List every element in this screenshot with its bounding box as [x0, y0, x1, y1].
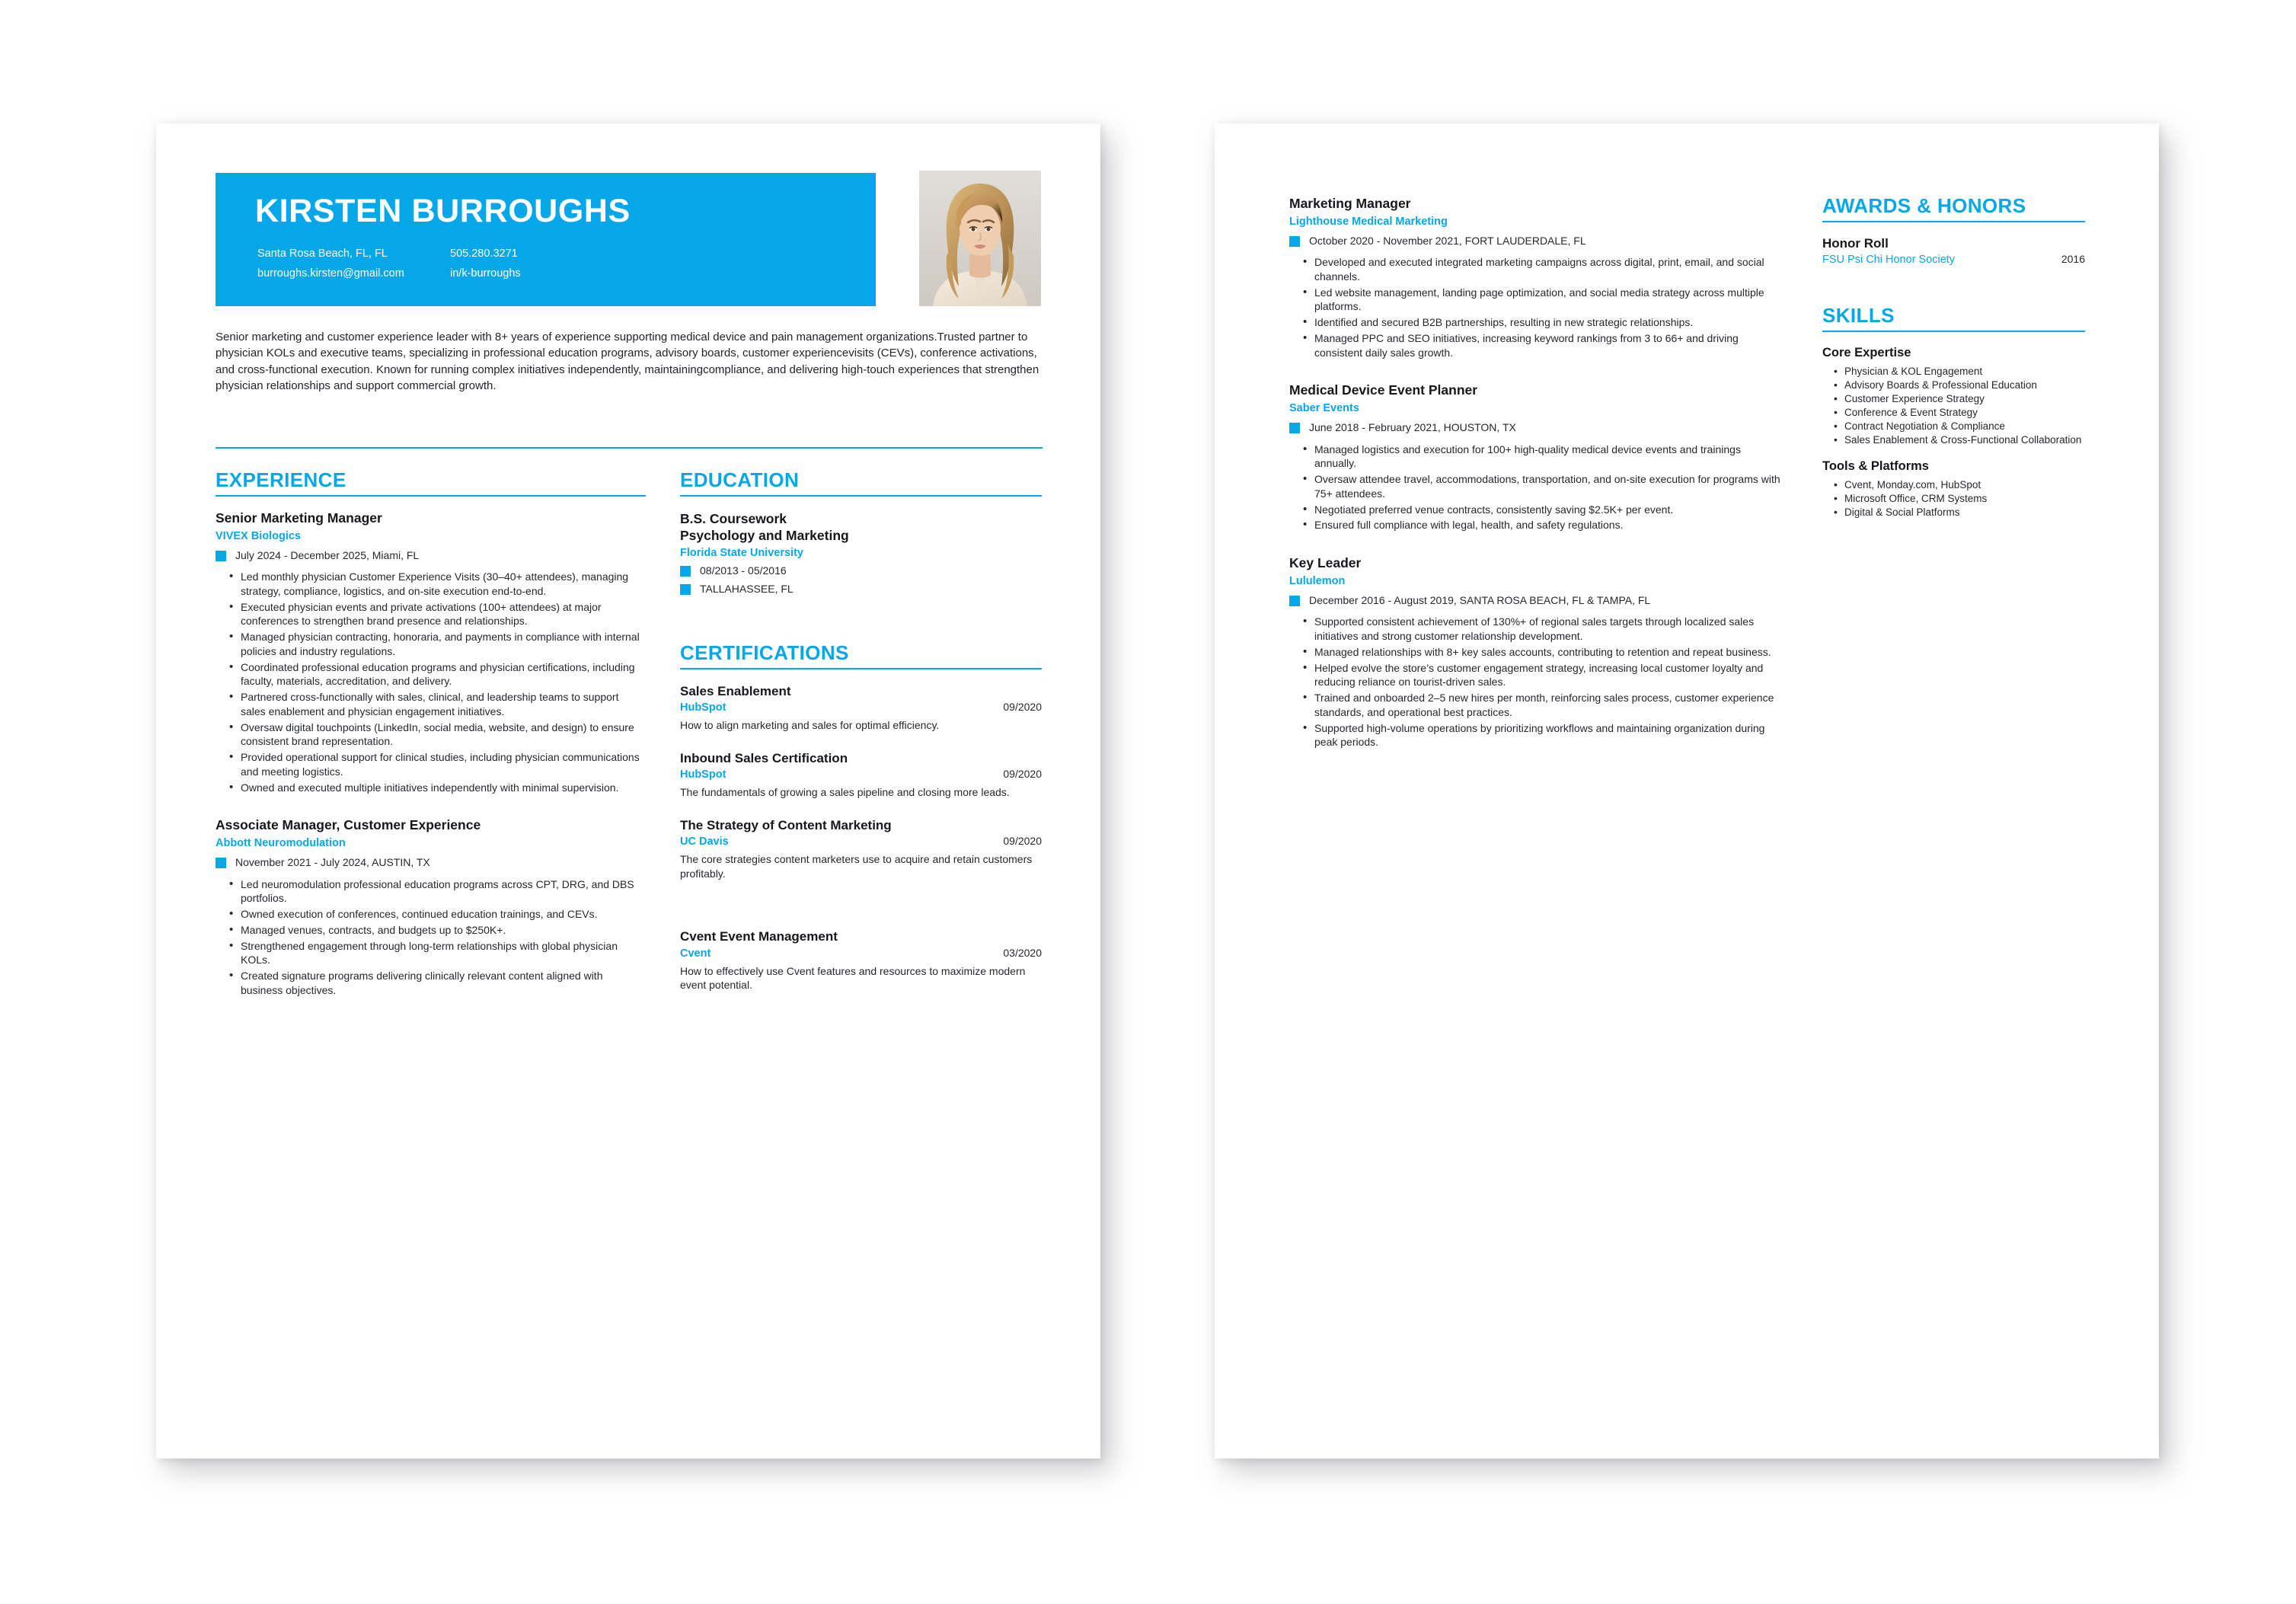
list-item: • Provided operational support for clinical studies, including physician communications and meeting logistics.: [228, 750, 646, 779]
header-divider: [216, 447, 1043, 449]
skill-group: [1822, 346, 2085, 447]
job-organization: Abbott Neuromodulation: [216, 837, 346, 850]
list-item: • Managed venues, contracts, and budgets up to $250K+.: [228, 923, 646, 938]
job-meta: [1289, 421, 1783, 435]
section-divider: [680, 668, 1042, 669]
spacer: [1822, 266, 2085, 305]
award-year: 2016: [2061, 253, 2085, 265]
job-title: Marketing Manager: [1289, 196, 1411, 211]
experience-column: [216, 470, 646, 999]
education-location: TALLAHASSEE, FL: [700, 582, 794, 595]
education-location-row: [680, 583, 1042, 596]
list-item: • Managed logistics and execution for 100+ high-quality medical device events and trainings annually.: [1301, 443, 1783, 471]
list-item: • Managed physician contracting, honoraria, and payments in compliance with internal policies and industry regulations.: [228, 630, 646, 659]
contact-block: [257, 248, 730, 280]
certification-item: [680, 817, 1042, 880]
job-organization: VIVEX Biologics: [216, 529, 301, 542]
education-certifications-column: [680, 470, 1042, 1010]
contact-location: Santa Rosa Beach, FL, FL: [257, 248, 388, 260]
certification-issuer: Cvent: [680, 947, 711, 960]
certification-name: The Strategy of Content Marketing: [680, 817, 892, 832]
list-item: • Helped evolve the store’s customer engagement strategy, increasing local customer loyalty and reducing reliance on tourist-driven sales.: [1301, 661, 1783, 690]
square-bullet-icon: [680, 584, 691, 595]
list-item: • Negotiated preferred venue contracts, consistently saving $2.5K+ per event.: [1301, 503, 1783, 517]
section-title-education: EDUCATION: [680, 468, 800, 491]
section-divider: [1822, 221, 2085, 222]
certification-description: The core strategies content marketers use to acquire and retain customers profitably.: [680, 853, 1033, 880]
resume-page-1: [156, 123, 1100, 1459]
skill-group-title: Tools & Platforms: [1822, 459, 1929, 473]
list-item: • Customer Experience Strategy: [1832, 392, 2085, 406]
list-item: • Supported consistent achievement of 130%+ of regional sales targets through localized sales initiatives and strong customer relationship development.: [1301, 615, 1783, 644]
experience-continued-column: [1289, 196, 1783, 751]
skill-list: [1832, 478, 2085, 519]
resume-header: [216, 173, 1041, 306]
list-item: • Oversaw attendee travel, accommodations, transportation, and on-site execution for programs with 75+ attendees.: [1301, 472, 1783, 501]
section-title-experience: EXPERIENCE: [216, 468, 346, 491]
list-item: • Created signature programs delivering clinically relevant content aligned with business objectives.: [228, 969, 646, 998]
education-degree-line-1: B.S. Coursework: [680, 511, 787, 526]
skill-group-title: Core Expertise: [1822, 346, 1911, 359]
certification-meta: [680, 835, 1042, 848]
list-item: • Developed and executed integrated marketing campaigns across digital, print, email, and social channels.: [1301, 255, 1783, 284]
education-degree-line-2: Psychology and Marketing: [680, 528, 849, 544]
certification-name: Sales Enablement: [680, 684, 791, 699]
list-item: • Oversaw digital touchpoints (LinkedIn, social media, website, and design) to ensure consistent brand representation.: [228, 721, 646, 749]
job-title: Associate Manager, Customer Experience: [216, 817, 481, 833]
list-item: • Identified and secured B2B partnerships, resulting in new strategic relationships.: [1301, 315, 1783, 330]
list-item: • Partnered cross-functionally with sales, clinical, and leadership teams to support sales enablement and physician engagement initiatives.: [228, 690, 646, 719]
square-bullet-icon: [1289, 236, 1300, 247]
section-divider: [1822, 331, 2085, 332]
skill-group: [1822, 459, 2085, 519]
award-name: Honor Roll: [1822, 236, 1889, 251]
section-title-certifications: CERTIFICATIONS: [680, 641, 849, 665]
job-dates-location: November 2021 - July 2024, AUSTIN, TX: [235, 856, 430, 869]
list-item: • Digital & Social Platforms: [1832, 506, 2085, 519]
certification-meta: [680, 947, 1042, 960]
certification-meta: [680, 701, 1042, 714]
job-dates-location: October 2020 - November 2021, FORT LAUDERDALE, FL: [1309, 234, 1586, 247]
square-bullet-icon: [216, 551, 226, 561]
list-item: • Led neuromodulation professional education programs across CPT, DRG, and DBS portfolios.: [228, 877, 646, 906]
certification-name: Inbound Sales Certification: [680, 750, 848, 765]
award-meta: [1822, 253, 2085, 266]
spacer: [680, 603, 1042, 643]
education-item: [680, 510, 1042, 596]
experience-item: [216, 817, 646, 997]
avatar: [919, 171, 1041, 306]
list-item: • Microsoft Office, CRM Systems: [1832, 492, 2085, 506]
education-school: Florida State University: [680, 547, 803, 560]
education-dates-row: [680, 564, 1042, 578]
list-item: • Coordinated professional education programs and physician certifications, including faculty, materials, accreditation, and delivery.: [228, 660, 646, 689]
job-meta: [216, 549, 646, 563]
list-item: • Cvent, Monday.com, HubSpot: [1832, 478, 2085, 492]
list-item: • Owned and executed multiple initiatives independently with minimal supervision.: [228, 781, 646, 795]
list-item: • Strengthened engagement through long-term relationships with global physician KOLs.: [228, 939, 646, 968]
certification-description: The fundamentals of growing a sales pipeline and closing more leads.: [680, 786, 1010, 799]
list-item: • Advisory Boards & Professional Education: [1832, 379, 2085, 392]
job-title: Medical Device Event Planner: [1289, 382, 1478, 398]
job-title: Key Leader: [1289, 555, 1362, 571]
section-title-skills: SKILLS: [1822, 304, 1895, 327]
professional-summary: Senior marketing and customer experience leader with 8+ years of experience supporting medical device and pain management organizations.Trusted partner to physician KOLs and executive teams, specializing in professional education programs, advisory boards, customer experiencevisits (CEVs), conference activations, and cross-functional execution. Known for running complex initiatives independently, maintainingcompliance, and delivering high-touch experiences that strengthen physician relationships and support commercial growth.: [216, 331, 1039, 392]
job-bullets: [1301, 255, 1783, 359]
certification-description: How to align marketing and sales for optimal efficiency.: [680, 719, 940, 732]
education-dates: 08/2013 - 05/2016: [700, 564, 787, 577]
square-bullet-icon: [216, 858, 226, 868]
job-organization: Lululemon: [1289, 575, 1346, 588]
job-meta: [1289, 235, 1783, 248]
list-item: • Contract Negotiation & Compliance: [1832, 420, 2085, 433]
list-item: • Physician & KOL Engagement: [1832, 365, 2085, 379]
list-item: • Owned execution of conferences, continued education trainings, and CEVs.: [228, 907, 646, 922]
list-item: • Sales Enablement & Cross-Functional Collaboration: [1832, 433, 2085, 447]
certification-meta: [680, 768, 1042, 781]
job-dates-location: July 2024 - December 2025, Miami, FL: [235, 548, 420, 561]
section-divider: [680, 495, 1042, 497]
award-item: [1822, 236, 2085, 266]
contact-email[interactable]: burroughs.kirsten@gmail.com: [257, 267, 404, 280]
list-item: • Ensured full compliance with legal, health, and safety regulations.: [1301, 518, 1783, 532]
spacer: [680, 898, 1042, 928]
certification-item: [680, 750, 1042, 800]
square-bullet-icon: [1289, 596, 1300, 606]
certification-date: 09/2020: [1003, 835, 1042, 848]
certification-issuer: HubSpot: [680, 701, 726, 714]
list-item: • Conference & Event Strategy: [1832, 406, 2085, 420]
job-bullets: [1301, 615, 1783, 749]
list-item: • Led website management, landing page optimization, and social media strategy across multiple platforms.: [1301, 286, 1783, 315]
certification-item: [680, 683, 1042, 733]
certification-name: Cvent Event Management: [680, 929, 838, 944]
certification-issuer: HubSpot: [680, 768, 726, 781]
certification-item: [680, 928, 1042, 992]
job-bullets: [228, 570, 646, 794]
contact-linkedin[interactable]: in/k-burroughs: [450, 267, 521, 280]
job-organization: Saber Events: [1289, 402, 1359, 415]
awards-skills-column: [1822, 196, 2085, 532]
skill-list: [1832, 365, 2085, 447]
list-item: • Supported high-volume operations by prioritizing workflows and maintaining organization during peak periods.: [1301, 721, 1783, 750]
certification-description: How to effectively use Cvent features and resources to maximize modern event potential.: [680, 964, 1026, 992]
experience-item: [1289, 196, 1783, 359]
job-dates-location: December 2016 - August 2019, SANTA ROSA BEACH, FL & TAMPA, FL: [1309, 593, 1651, 606]
job-dates-location: June 2018 - February 2021, HOUSTON, TX: [1309, 421, 1516, 434]
list-item: • Managed relationships with 8+ key sales accounts, contributing to retention and repeat business.: [1301, 645, 1783, 660]
certification-date: 09/2020: [1003, 701, 1042, 714]
experience-item: [216, 510, 646, 794]
list-item: • Led monthly physician Customer Experience Visits (30–40+ attendees), managing strategy, compliance, logistics, and on-site execution end-to-end.: [228, 570, 646, 599]
certification-issuer: UC Davis: [680, 836, 729, 848]
job-meta: [1289, 594, 1783, 608]
certification-date: 09/2020: [1003, 768, 1042, 781]
list-item: • Trained and onboarded 2–5 new hires per month, reinforcing sales process, customer experience standards, and operational best practices.: [1301, 691, 1783, 720]
section-divider: [216, 495, 646, 497]
header-blue-band: [216, 173, 876, 306]
list-item: • Managed PPC and SEO initiatives, increasing keyword rankings from 3 to 66+ and driving consistent daily sales growth.: [1301, 331, 1783, 360]
job-bullets: [228, 877, 646, 998]
certification-date: 03/2020: [1003, 946, 1042, 959]
section-title-awards: AWARDS & HONORS: [1822, 194, 2026, 217]
contact-phone[interactable]: 505.280.3271: [450, 248, 518, 260]
job-meta: [216, 856, 646, 870]
square-bullet-icon: [1289, 423, 1300, 433]
square-bullet-icon: [680, 566, 691, 577]
job-title: Senior Marketing Manager: [216, 510, 382, 526]
page-title: KIRSTEN BURROUGHS: [255, 193, 631, 229]
job-bullets: [1301, 443, 1783, 533]
experience-item: [1289, 382, 1783, 532]
experience-item: [1289, 555, 1783, 749]
award-organization: FSU Psi Chi Honor Society: [1822, 254, 1956, 266]
resume-page-2: [1215, 123, 2159, 1459]
list-item: • Executed physician events and private activations (100+ attendees) at major conferences to strengthen brand presence and relationships.: [228, 600, 646, 629]
job-organization: Lighthouse Medical Marketing: [1289, 215, 1448, 228]
